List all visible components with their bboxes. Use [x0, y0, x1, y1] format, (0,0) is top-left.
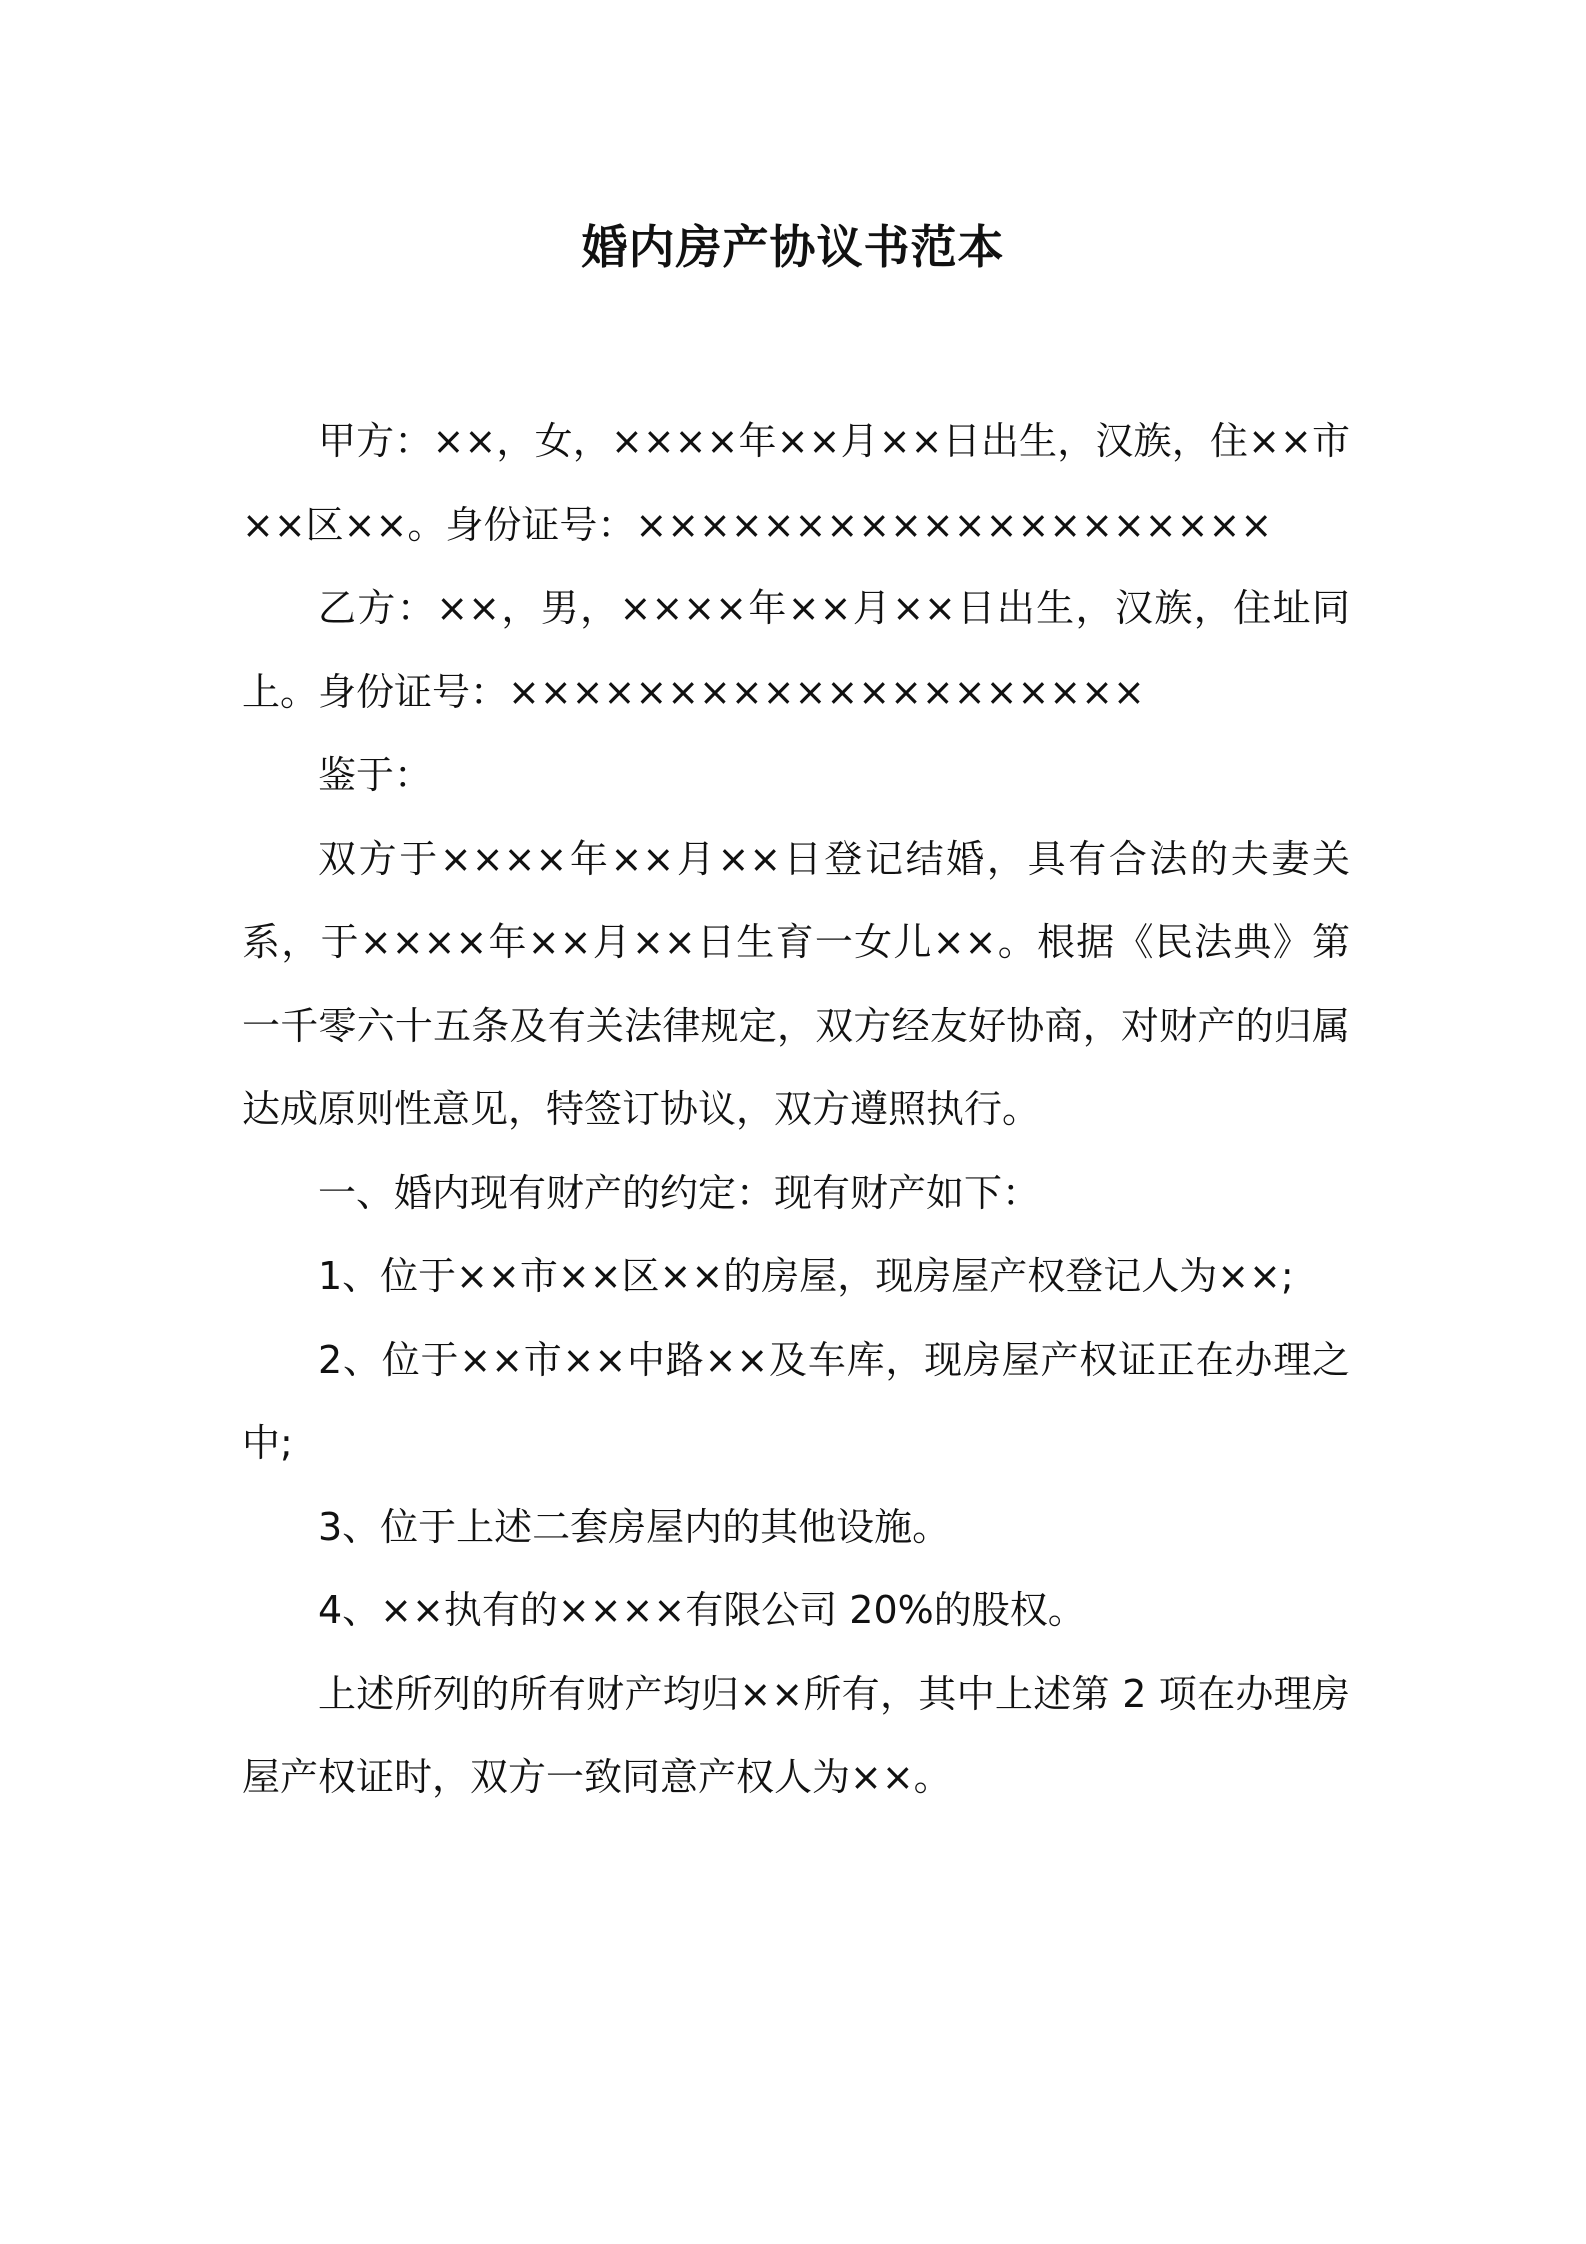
party-a-paragraph: 甲方：××，女，××××年××月××日出生，汉族，住××市××区××。身份证号：××××××××××××××××××××	[242, 419, 1350, 547]
recital-paragraph: 双方于××××年××月××日登记结婚，具有合法的夫妻关系，于××××年××月××日生育一女儿××。根据《民法典》第一千零六十五条及有关法律规定，双方经友好协商，对财产的归属达成原则性意见，特签订协议，双方遵照执行。	[242, 836, 1350, 1131]
document-body	[242, 400, 1350, 1820]
property-item-1: 1、位于××市××区××的房屋，现房屋产权登记人为××;	[318, 1254, 1294, 1298]
property-item-2: 2、位于××市××中路××及车库，现房屋产权证正在办理之中;	[242, 1337, 1350, 1465]
property-item-3: 3、位于上述二套房屋内的其他设施。	[318, 1504, 951, 1549]
party-b-paragraph: 乙方：××，男，××××年××月××日出生，汉族，住址同上。身份证号：××××××××××××××××××××	[242, 586, 1350, 714]
document-title: 婚内房产协议书范本	[581, 220, 1005, 274]
whereas-heading: 鉴于：	[318, 753, 433, 797]
ownership-paragraph: 上述所列的所有财产均归××所有，其中上述第 2 项在办理房屋产权证时，双方一致同意产权人为××。	[242, 1671, 1350, 1799]
property-item-4: 4、××执有的××××有限公司 20%的股权。	[318, 1588, 1086, 1632]
section-one-heading: 一、婚内现有财产的约定：现有财产如下：	[318, 1170, 1041, 1215]
